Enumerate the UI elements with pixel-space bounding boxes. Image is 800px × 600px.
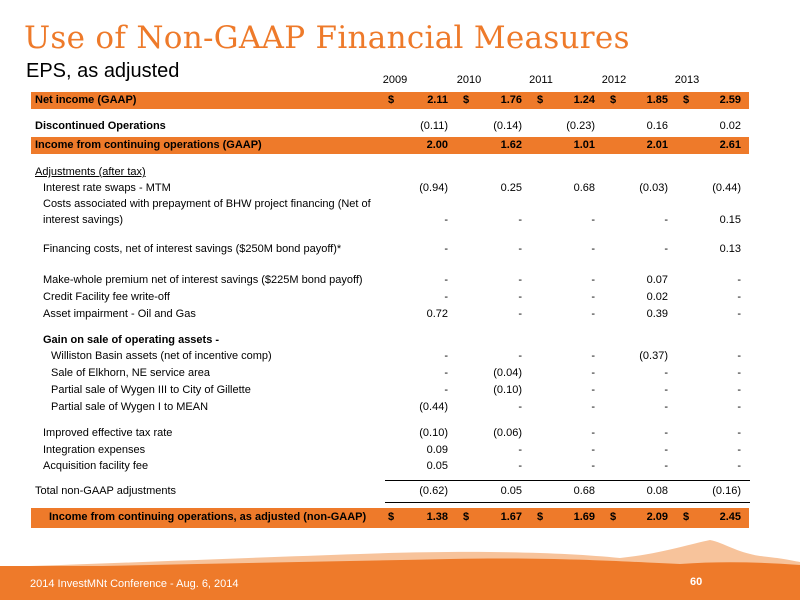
value-2009: 0.72 <box>426 308 448 320</box>
value-2010: - <box>518 444 522 456</box>
row-discontinued <box>31 120 749 135</box>
value-2009: - <box>444 243 448 255</box>
value-2011: 0.68 <box>573 182 595 194</box>
currency: $ <box>537 511 544 523</box>
row-label: Net income (GAAP) <box>35 94 137 106</box>
currency: $ <box>610 94 617 106</box>
row-integration <box>31 444 749 458</box>
row-label: Williston Basin assets (net of incentive comp) <box>51 350 272 362</box>
value-2009: 0.09 <box>426 444 448 456</box>
value-2012: - <box>664 367 668 379</box>
value-2013: 0.02 <box>719 120 741 132</box>
value-2011: - <box>591 291 595 303</box>
row-wygen-3 <box>31 384 749 398</box>
year-2009: 2009 <box>382 74 408 86</box>
row-net-income <box>31 92 749 109</box>
value-2012: 2.01 <box>646 139 668 151</box>
row-label: Partial sale of Wygen I to MEAN <box>51 401 209 413</box>
section-heading: Adjustments (after tax) <box>35 166 146 178</box>
currency: $ <box>683 94 690 106</box>
value-2009: (0.11) <box>420 120 448 132</box>
value-2012: 2.09 <box>646 511 668 523</box>
year-header <box>0 74 800 88</box>
value-2011: - <box>591 308 595 320</box>
value-2011: - <box>591 274 595 286</box>
row-label: Make-whole premium net of interest savings ($225M bond payoff) <box>43 274 363 286</box>
value-2012: - <box>664 384 668 396</box>
value-2009: (0.62) <box>419 485 448 497</box>
row-label: Interest rate swaps - MTM <box>43 182 171 194</box>
value-2010: (0.14) <box>493 120 522 132</box>
row-gain-header <box>31 334 749 348</box>
value-2012: (0.37) <box>639 350 668 362</box>
value-2013: 2.59 <box>719 94 741 106</box>
currency: $ <box>463 94 470 106</box>
value-2013: (0.44) <box>712 182 741 194</box>
value-2011: - <box>591 214 595 226</box>
row-label-line1: Costs associated with prepayment of BHW project financing (Net of <box>43 198 371 210</box>
row-acquisition <box>31 460 749 474</box>
row-make-whole <box>31 274 749 288</box>
value-2013: 0.15 <box>719 214 741 226</box>
value-2012: - <box>664 460 668 472</box>
row-williston <box>31 350 749 364</box>
row-label: Asset impairment - Oil and Gas <box>43 308 196 320</box>
row-label: Partial sale of Wygen III to City of Gillette <box>51 384 251 396</box>
value-2009: - <box>444 274 448 286</box>
value-2010: (0.04) <box>493 367 522 379</box>
value-2010: - <box>518 308 522 320</box>
value-2009: - <box>444 350 448 362</box>
value-2010: - <box>518 401 522 413</box>
page-number: 60 <box>690 576 703 588</box>
year-2012: 2012 <box>601 74 627 86</box>
row-bhw-costs <box>31 198 749 228</box>
value-2011: - <box>591 350 595 362</box>
value-2010: - <box>518 350 522 362</box>
page-title: Use of Non-GAAP Financial Measures <box>24 20 630 56</box>
value-2013: - <box>737 308 741 320</box>
value-2011: - <box>591 444 595 456</box>
value-2010: - <box>518 243 522 255</box>
value-2009: (0.10) <box>419 427 448 439</box>
value-2013: - <box>737 401 741 413</box>
row-income-adjusted <box>31 508 749 528</box>
value-2013: - <box>737 291 741 303</box>
value-2010: - <box>518 274 522 286</box>
value-2013: - <box>737 427 741 439</box>
row-elkhorn <box>31 367 749 381</box>
value-2009: - <box>444 384 448 396</box>
value-2009: (0.44) <box>419 401 448 413</box>
value-2011: - <box>591 427 595 439</box>
total-separator <box>385 502 750 503</box>
total-separator <box>385 480 750 481</box>
value-2010: (0.10) <box>493 384 522 396</box>
row-wygen-1 <box>31 401 749 415</box>
value-2011: (0.23) <box>566 120 595 132</box>
value-2012: - <box>664 401 668 413</box>
value-2009: - <box>444 367 448 379</box>
value-2013: - <box>737 350 741 362</box>
value-2009: 2.11 <box>427 94 448 106</box>
value-2012: 0.02 <box>646 291 668 303</box>
currency: $ <box>610 511 617 523</box>
value-2010: 0.25 <box>500 182 522 194</box>
value-2013: - <box>737 384 741 396</box>
value-2010: 1.67 <box>500 511 522 523</box>
currency: $ <box>388 511 395 523</box>
footer-bar <box>0 566 800 600</box>
row-label: Acquisition facility fee <box>43 460 149 472</box>
value-2010: - <box>518 214 522 226</box>
value-2012: 0.08 <box>646 485 668 497</box>
value-2011: - <box>591 384 595 396</box>
row-label: Credit Facility fee write-off <box>43 291 170 303</box>
row-label: Income from continuing operations (GAAP) <box>35 139 262 151</box>
value-2010: 0.05 <box>500 485 522 497</box>
value-2011: - <box>591 367 595 379</box>
value-2012: 0.39 <box>646 308 668 320</box>
value-2010: (0.06) <box>493 427 522 439</box>
row-tax-rate <box>31 427 749 441</box>
value-2011: - <box>591 243 595 255</box>
value-2012: - <box>664 214 668 226</box>
row-financing-costs <box>31 243 749 257</box>
value-2009: - <box>444 214 448 226</box>
value-2012: - <box>664 427 668 439</box>
row-label: Financing costs, net of interest savings ($250M bond payoff)* <box>43 243 342 255</box>
value-2013: 2.45 <box>719 511 741 523</box>
value-2009: 1.38 <box>426 511 448 523</box>
value-2013: - <box>737 444 741 456</box>
value-2012: - <box>664 243 668 255</box>
currency: $ <box>463 511 470 523</box>
value-2011: 1.01 <box>573 139 595 151</box>
row-asset-impairment <box>31 308 749 322</box>
row-label: Total non-GAAP adjustments <box>35 485 177 497</box>
year-2013: 2013 <box>674 74 700 86</box>
row-label: Discontinued Operations <box>35 120 166 132</box>
value-2011: 1.24 <box>573 94 595 106</box>
value-2012: (0.03) <box>639 182 668 194</box>
row-label: Income from continuing operations, as adjusted (non-GAAP) <box>49 511 367 523</box>
value-2010: - <box>518 460 522 472</box>
row-credit-facility <box>31 291 749 305</box>
row-income-continuing <box>31 137 749 154</box>
value-2010: - <box>518 291 522 303</box>
year-2010: 2010 <box>456 74 482 86</box>
value-2012: 1.85 <box>646 94 668 106</box>
value-2012: 0.16 <box>646 120 668 132</box>
row-adjustments-header <box>31 166 749 180</box>
value-2009: (0.94) <box>419 182 448 194</box>
value-2010: 1.62 <box>500 139 522 151</box>
row-label: Improved effective tax rate <box>43 427 173 439</box>
page-subtitle: EPS, as adjusted <box>26 60 180 82</box>
value-2013: - <box>737 367 741 379</box>
row-label-line2: interest savings) <box>43 214 124 226</box>
value-2010: 1.76 <box>500 94 522 106</box>
row-total-adjustments <box>31 485 749 499</box>
value-2013: 2.61 <box>719 139 741 151</box>
currency: $ <box>388 94 395 106</box>
value-2009: - <box>444 291 448 303</box>
currency: $ <box>683 511 690 523</box>
currency: $ <box>537 94 544 106</box>
section-heading: Gain on sale of operating assets - <box>43 334 220 346</box>
value-2013: - <box>737 274 741 286</box>
row-label: Sale of Elkhorn, NE service area <box>51 367 210 379</box>
value-2011: 1.69 <box>573 511 595 523</box>
value-2011: 0.68 <box>573 485 595 497</box>
value-2009: 2.00 <box>426 139 448 151</box>
value-2011: - <box>591 460 595 472</box>
value-2012: 0.07 <box>646 274 668 286</box>
value-2012: - <box>664 444 668 456</box>
value-2009: 0.05 <box>426 460 448 472</box>
row-interest-rate-swaps <box>31 182 749 196</box>
year-2011: 2011 <box>529 74 553 86</box>
footer-text: 2014 InvestMNt Conference - Aug. 6, 2014 <box>30 578 239 590</box>
value-2013: - <box>737 460 741 472</box>
value-2011: - <box>591 401 595 413</box>
row-label: Integration expenses <box>43 444 146 456</box>
value-2013: (0.16) <box>712 485 741 497</box>
value-2013: 0.13 <box>719 243 741 255</box>
